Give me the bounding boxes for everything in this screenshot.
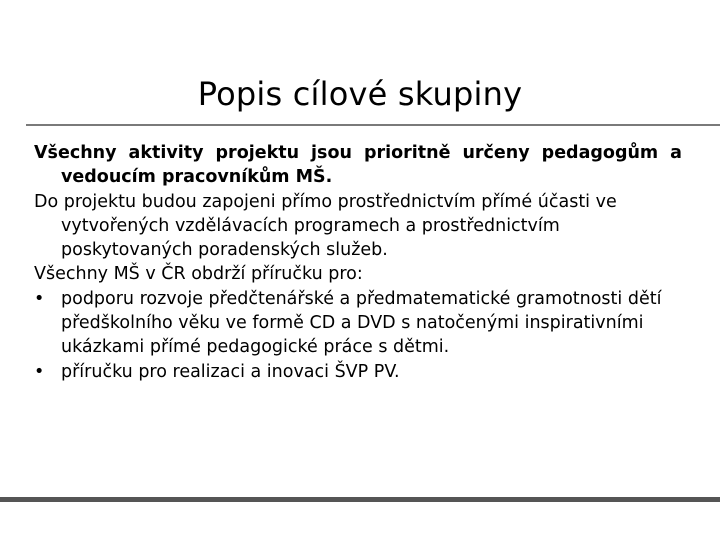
bullet-text: podporu rozvoje předčtenářské a předmatematické gramotnosti dětí předškolního věku ve formě CD a DVD s natočenými inspirativními ukázkami přímé pedagogické práce s dětmi. xyxy=(61,288,662,358)
paragraph-handbook-intro: Všechny MŠ v ČR obdrží příručku pro: xyxy=(34,264,363,285)
footer-divider xyxy=(0,497,720,502)
paragraph-involvement: Do projektu budou zapojeni přímo prostřednictvím přímé účasti ve vytvořených vzdělávacích programech a prostřednictvím poskytovaných poradenských služeb. xyxy=(34,191,617,261)
bullet-icon: • xyxy=(34,361,45,382)
paragraph-target-group: Všechny aktivity projektu jsou prioritně určeny pedagogům a vedoucím pracovníkům MŠ. xyxy=(34,143,682,188)
bullet-icon: • xyxy=(34,288,45,309)
bullet-text: příručku pro realizaci a inovaci ŠVP PV. xyxy=(61,361,400,382)
bullet-item-literacy xyxy=(34,287,682,360)
slide-title: Popis cílové skupiny xyxy=(197,75,523,113)
bullet-item-svp xyxy=(34,360,682,384)
slide-body xyxy=(34,141,682,384)
title-divider xyxy=(26,124,720,126)
